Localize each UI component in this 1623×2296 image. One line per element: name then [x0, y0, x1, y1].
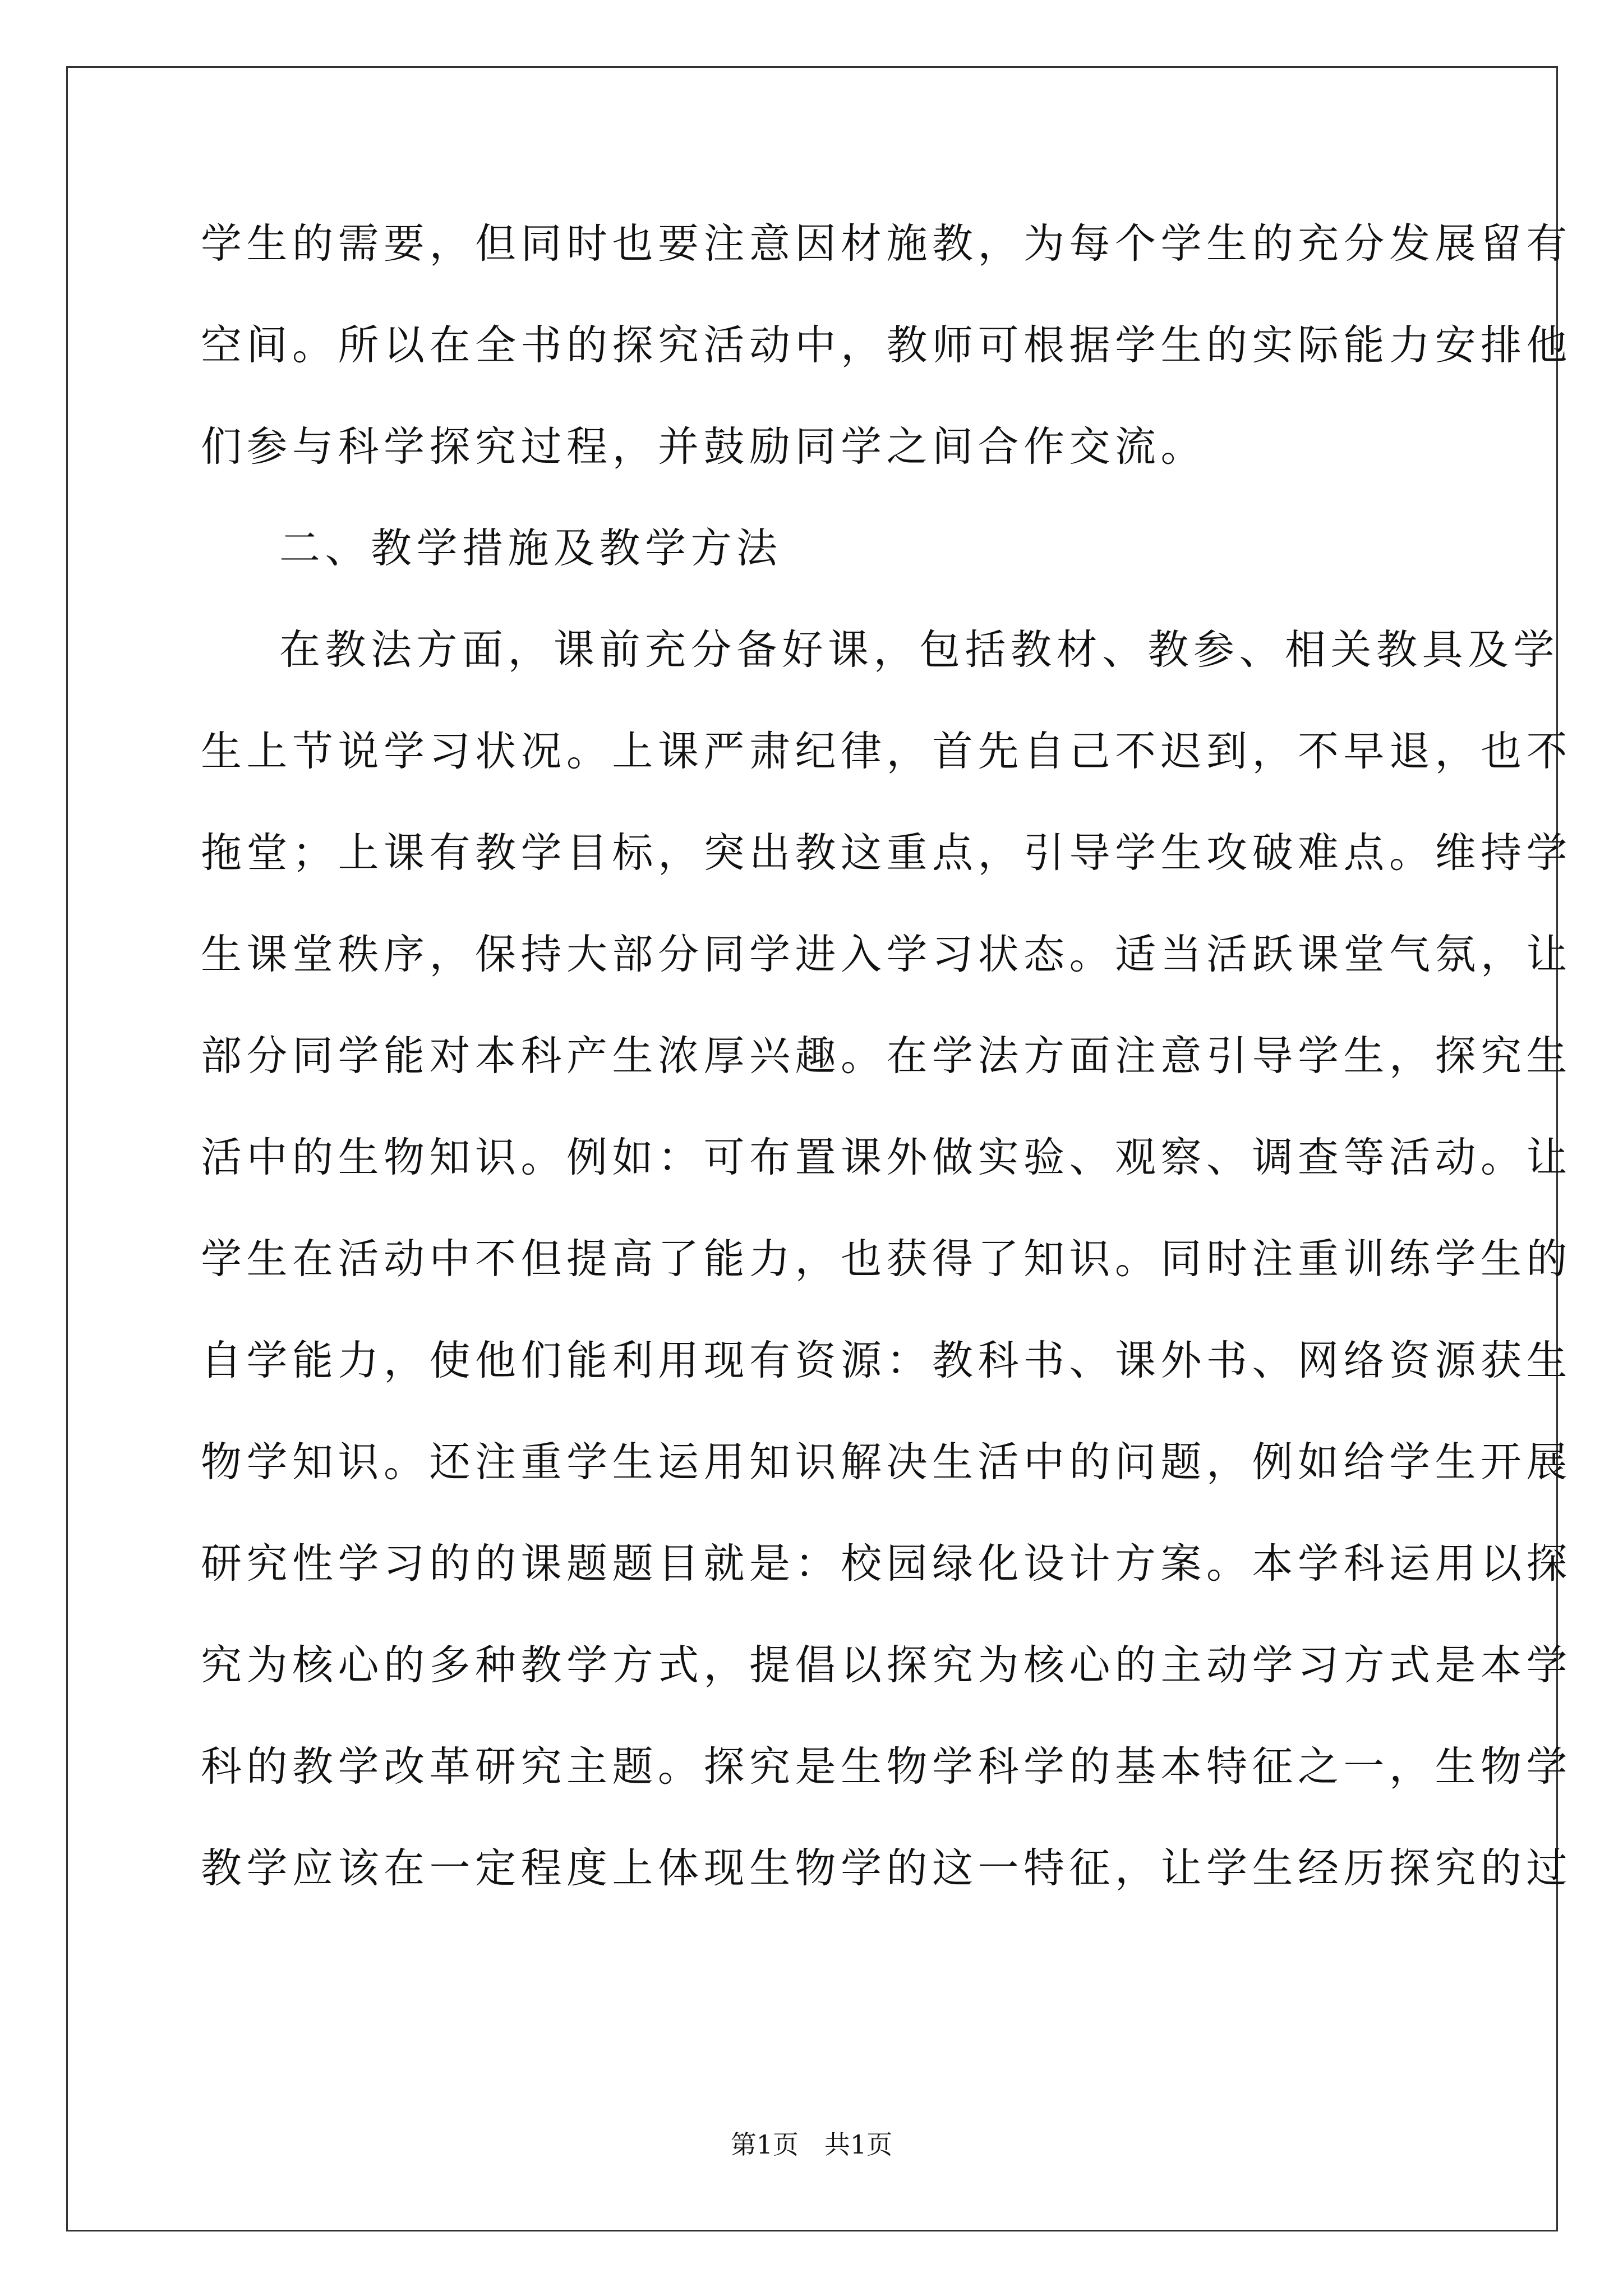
paragraph-line: 科的教学改革研究主题。探究是生物学科学的基本特征之一，生物学: [201, 1743, 1572, 1791]
paragraph-line: 物学知识。还注重学生运用知识解决生活中的问题，例如给学生开展: [201, 1438, 1572, 1486]
paragraph-line: 部分同学能对本科产生浓厚兴趣。在学法方面注意引导学生，探究生: [201, 1032, 1572, 1080]
paragraph-line: 生课堂秩序，保持大部分同学进入学习状态。适当活跃课堂气氛，让: [201, 931, 1572, 978]
paragraph-line: 生上节说学习状况。上课严肃纪律，首先自己不迟到，不早退，也不: [201, 728, 1572, 775]
paragraph-line: 在教法方面，课前充分备好课，包括教材、教参、相关教具及学: [279, 626, 1559, 674]
paragraph-line: 拖堂；上课有教学目标，突出教这重点，引导学生攻破难点。维持学: [201, 829, 1572, 877]
paragraph-line: 空间。所以在全书的探究活动中，教师可根据学生的实际能力安排他: [201, 321, 1572, 369]
paragraph-line: 教学应该在一定程度上体现生物学的这一特征，让学生经历探究的过: [201, 1844, 1572, 1892]
paragraph-line: 自学能力，使他们能利用现有资源：教科书、课外书、网络资源获生: [201, 1337, 1572, 1384]
paragraph-line: 活中的生物知识。例如：可布置课外做实验、观察、调查等活动。让: [201, 1134, 1572, 1181]
paragraph-line: 们参与科学探究过程，并鼓励同学之间合作交流。: [201, 423, 1206, 471]
paragraph-line: 究为核心的多种教学方式，提倡以探究为核心的主动学习方式是本学: [201, 1641, 1572, 1689]
section-heading: 二、教学措施及教学方法: [279, 524, 782, 572]
paragraph-line: 学生在活动中不但提高了能力，也获得了知识。同时注重训练学生的: [201, 1235, 1572, 1283]
paragraph-line: 学生的需要，但同时也要注意因材施教，为每个学生的充分发展留有: [201, 220, 1572, 268]
page-number-footer: 第1页 共1页: [730, 2129, 893, 2160]
paragraph-line: 研究性学习的的课题题目就是：校园绿化设计方案。本学科运用以探: [201, 1540, 1572, 1588]
